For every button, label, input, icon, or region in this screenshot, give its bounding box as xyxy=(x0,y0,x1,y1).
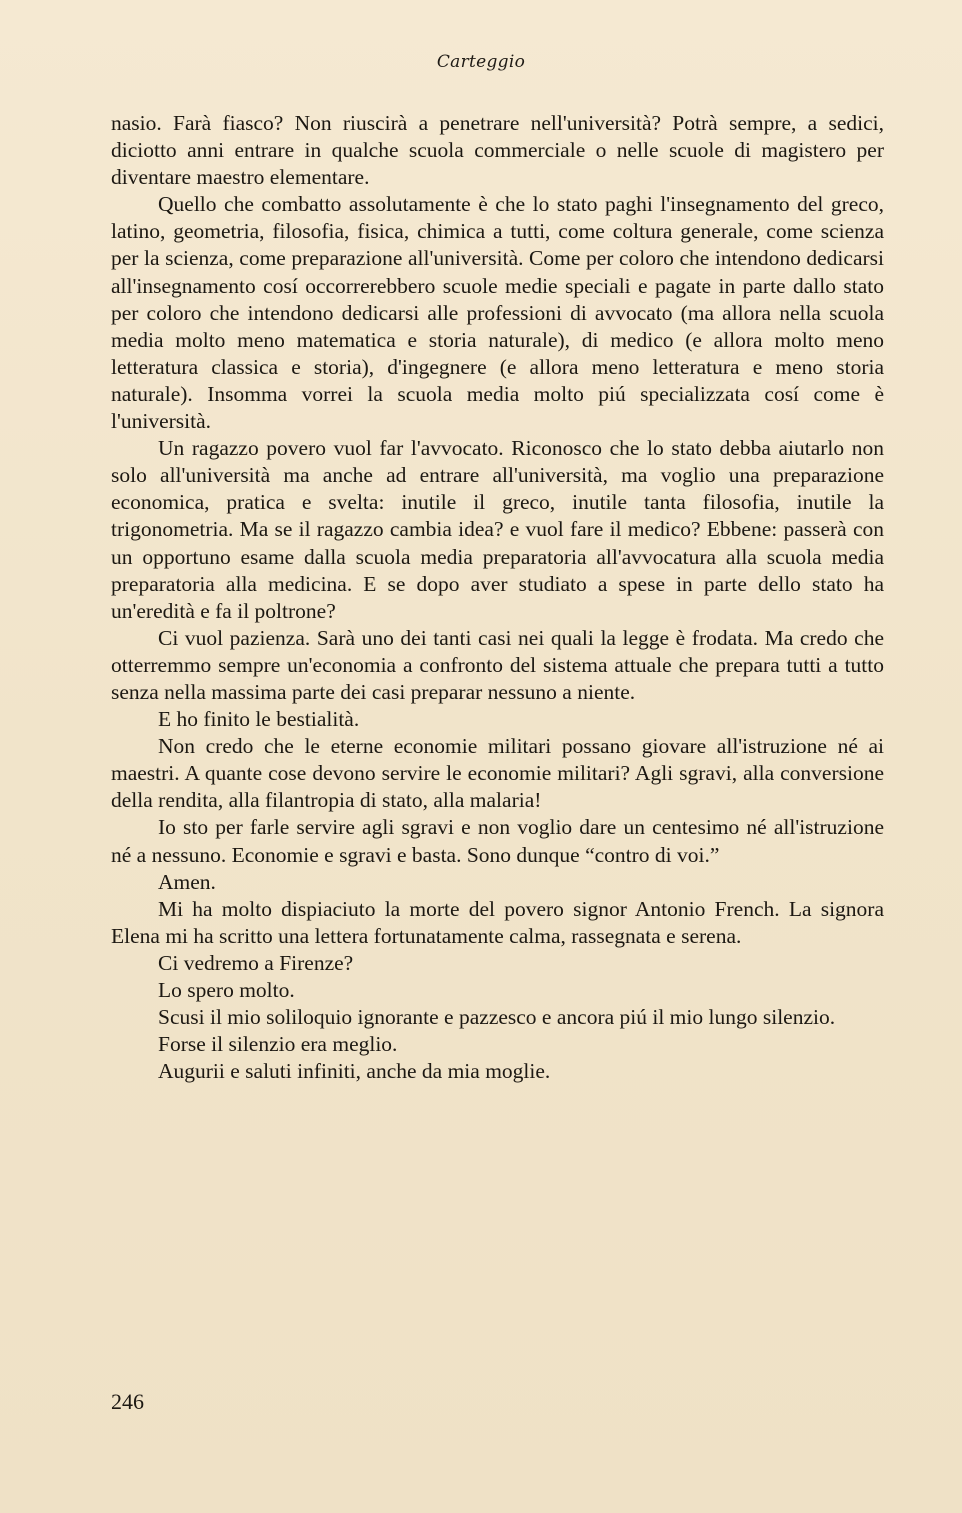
paragraph: Lo spero molto. xyxy=(158,978,295,1002)
paragraph: Ci vuol pazienza. Sarà uno dei tanti casi nei quali la legge è frodata. Ma credo che otterremmo sempre un'economia a confronto del sistema attuale che prepara tutti a tutto senza nella massima parte dei casi preparar nessuno a niente. xyxy=(111,625,884,704)
letter-body xyxy=(111,110,884,1085)
paragraph: Io sto per farle servire agli sgravi e non voglio dare un centesimo né all'istruzione né a nessuno. Economie e sgravi e basta. Sono dunque “contro di voi.” xyxy=(111,815,884,867)
paragraph: Amen. xyxy=(158,869,216,894)
paragraph: E ho finito le bestialità. xyxy=(158,707,360,732)
paragraph: Non credo che le eterne economie militari possano giovare all'istruzione né ai maestri. A quante cose devono servire le economie militari? Agli sgravi, alla conversione della rendita, alla filantropia di stato, alla malaria! xyxy=(111,734,884,813)
paragraph: Ci vedremo a Firenze? xyxy=(158,950,354,975)
paragraph: Mi ha molto dispiaciuto la morte del povero signor Antonio French. La signora Elena mi ha scritto una lettera fortunatamente calma, rassegnata e serena. xyxy=(111,896,884,948)
paragraph: Un ragazzo povero vuol far l'avvocato. Riconosco che lo stato debba aiutarlo non solo all'università ma anche ad entrare all'università, ma voglio una preparazione economica, pratica e svelta: inutile il greco, inutile tanta filosofia, inutile la trigonometria. Ma se il ragazzo cambia idea? e vuol fare il medico? Ebbene: passerà con un opportuno esame dalla scuola media preparatoria all'avvocatura alla scuola media preparatoria alla medicina. E se dopo aver studiato a spese in parte dello stato ha un'eredità e fa il poltrone? xyxy=(111,436,884,623)
running-head: Carteggio xyxy=(436,52,526,72)
paragraph: Augurii e saluti infiniti, anche da mia moglie. xyxy=(158,1059,551,1084)
paragraph: Forse il silenzio era meglio. xyxy=(158,1032,398,1057)
page-number: 246 xyxy=(111,1389,144,1414)
paragraph: Quello che combatto assolutamente è che lo stato paghi l'insegnamento del greco, latino, geometria, filosofia, fisica, chimica a tutti, come coltura generale, come scienza per la scienza, come preparazione all'università. Come per coloro che intendono dedicarsi all'insegnamento cosí occorrerebbero scuole medie speciali e pagate in parte dallo stato per coloro che intendono dedicarsi alle professioni di avvocato (ma allora nella scuola media molto meno matematica e storia naturale), di medico (e allora molto meno letteratura classica e storia), d'ingegnere (e allora meno letteratura e meno storia naturale). Insomma vorrei la scuola media molto piú specializzata cosí come è l'università. xyxy=(111,192,884,434)
paragraph: nasio. Farà fiasco? Non riuscirà a penetrare nell'università? Potrà sempre, a sedici, diciotto anni entrare in qualche scuola commerciale o nelle scuole di magistero per diventare maestro elementare. xyxy=(111,111,884,190)
paragraph: Scusi il mio soliloquio ignorante e pazzesco e ancora piú il mio lungo silenzio. xyxy=(158,1005,836,1030)
